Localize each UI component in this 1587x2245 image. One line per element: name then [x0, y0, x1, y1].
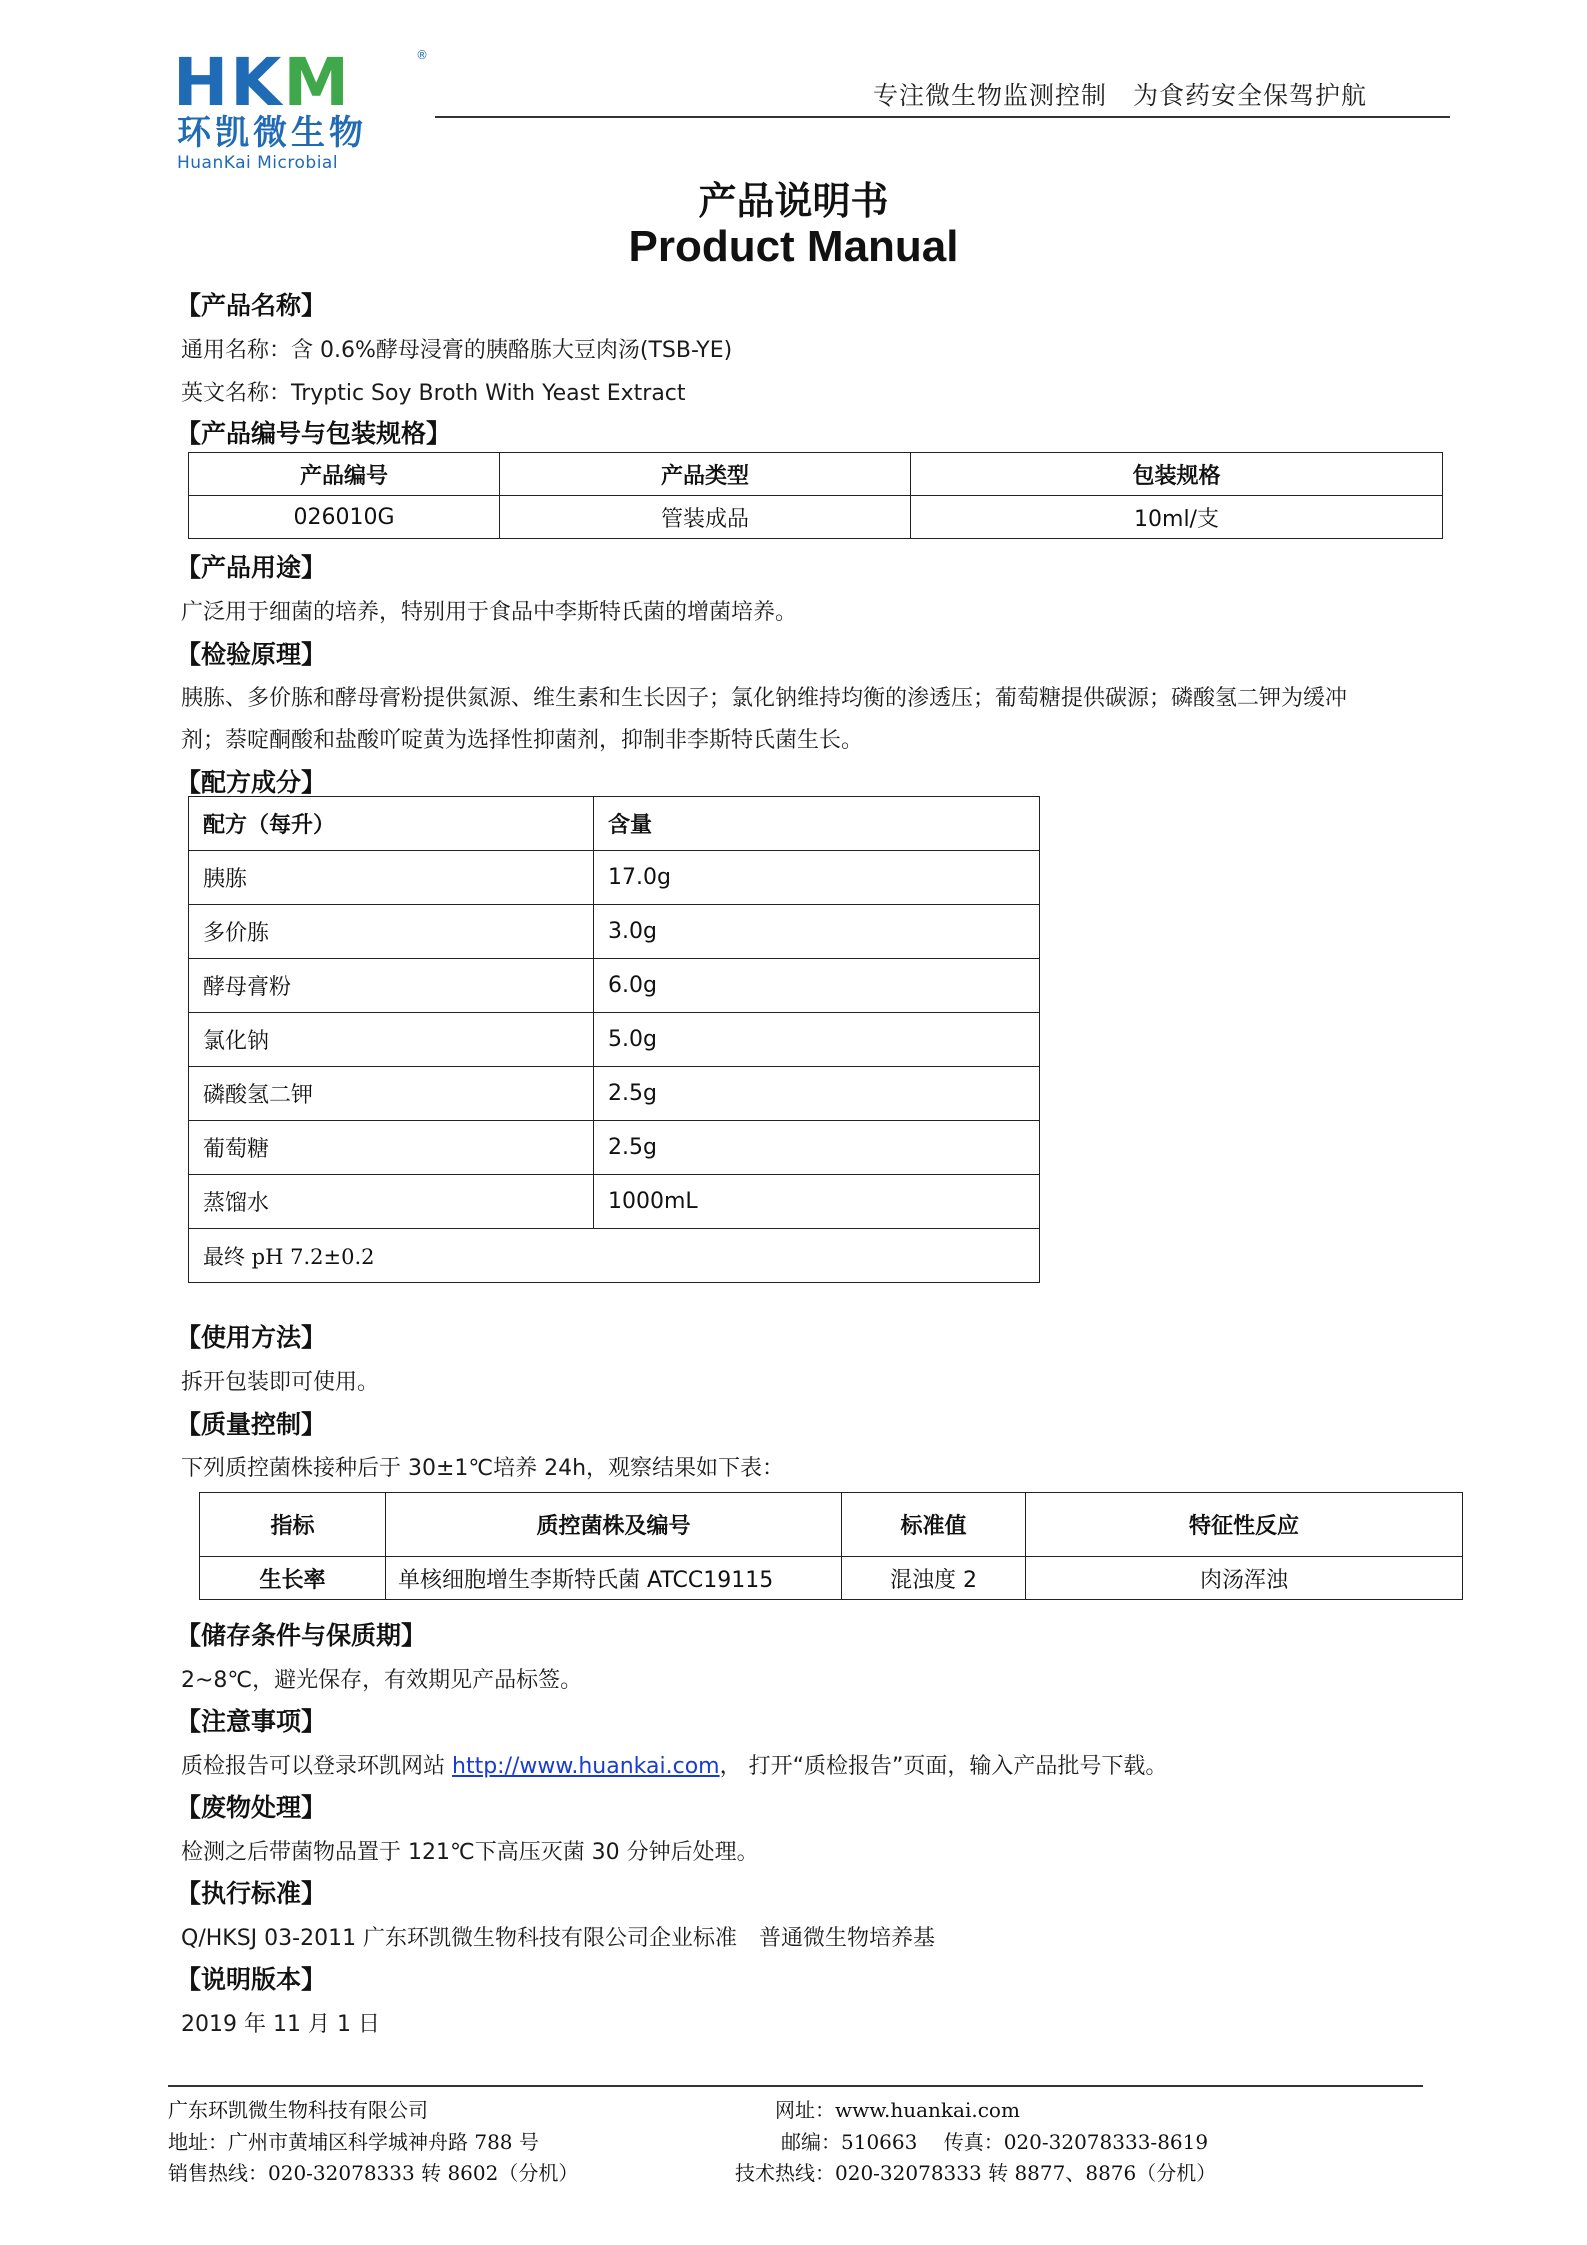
ingredient-amount: 2.5g — [594, 1067, 1040, 1121]
usage-text: 广泛用于细菌的培养，特别用于食品中李斯特氏菌的增菌培养。 — [181, 600, 798, 625]
page-title-cn: 产品说明书 — [698, 179, 889, 223]
ingredient-name: 葡萄糖 — [189, 1121, 594, 1175]
product-type: 管装成品 — [500, 496, 911, 539]
ingredient-amount: 6.0g — [594, 959, 1040, 1013]
ingredient-amount: 1000mL — [594, 1175, 1040, 1229]
method-text: 拆开包装即可使用。 — [181, 1370, 380, 1395]
header-divider — [435, 116, 1450, 118]
footer-address: 地址：广州市黄埔区科学城神舟路 788 号 — [168, 2130, 539, 2154]
table-header-cell: 配方（每升） — [189, 797, 594, 851]
ingredient-name: 胰胨 — [189, 851, 594, 905]
section-heading-product-name: 【产品名称】 — [176, 291, 327, 320]
storage-text: 2~8℃，避光保存，有效期见产品标签。 — [181, 1668, 583, 1693]
footer-postcode-fax: 邮编：510663 传真：020-32078333-8619 — [781, 2130, 1209, 2154]
qc-indicator: 生长率 — [200, 1557, 386, 1600]
table-header-cell: 指标 — [200, 1493, 386, 1557]
logo-mark: HKM — [173, 44, 352, 121]
table-row — [200, 1557, 1463, 1600]
table-header-cell: 特征性反应 — [1026, 1493, 1463, 1557]
disposal-text: 检测之后带菌物品置于 121℃下高压灭菌 30 分钟后处理。 — [181, 1840, 759, 1865]
principle-text-line-2: 剂；萘啶酮酸和盐酸吖啶黄为选择性抑菌剂，抑制非李斯特氏菌生长。 — [181, 728, 864, 753]
ingredient-name: 多价胨 — [189, 905, 594, 959]
table-header-cell: 标准值 — [842, 1493, 1026, 1557]
standard-text: Q/HKSJ 03-2011 广东环凯微生物科技有限公司企业标准 普通微生物培养基 — [181, 1926, 936, 1951]
footer-divider — [168, 2085, 1423, 2087]
table-row — [189, 1121, 1040, 1175]
table-row — [189, 905, 1040, 959]
table-header-cell: 质控菌株及编号 — [386, 1493, 842, 1557]
table-row — [189, 1175, 1040, 1229]
section-heading-formula: 【配方成分】 — [176, 768, 327, 797]
section-heading-usage: 【产品用途】 — [176, 553, 327, 582]
ingredient-amount: 3.0g — [594, 905, 1040, 959]
table-row — [189, 496, 1443, 539]
ingredient-amount: 17.0g — [594, 851, 1040, 905]
version-date: 2019 年 11 月 1 日 — [181, 2012, 380, 2037]
table-row — [189, 851, 1040, 905]
ingredient-name: 蒸馏水 — [189, 1175, 594, 1229]
notes-text: 质检报告可以登录环凯网站 http://www.huankai.com， 打开“质检报告”页面，输入产品批号下载。 — [181, 1754, 1168, 1779]
section-heading-notes: 【注意事项】 — [176, 1707, 327, 1736]
header-slogan: 专注微生物监测控制 为食药安全保驾护航 — [873, 81, 1368, 110]
section-heading-version: 【说明版本】 — [176, 1965, 327, 1994]
footer-website: 网址：www.huankai.com — [775, 2098, 1020, 2122]
ingredient-name: 氯化钠 — [189, 1013, 594, 1067]
section-heading-packaging: 【产品编号与包装规格】 — [176, 419, 452, 448]
logo-chinese-name: 环凯微生物 — [177, 113, 367, 153]
table-header-row — [200, 1493, 1463, 1557]
ingredient-amount: 2.5g — [594, 1121, 1040, 1175]
section-heading-standard: 【执行标准】 — [176, 1879, 327, 1908]
table-header-row — [189, 797, 1040, 851]
section-heading-disposal: 【废物处理】 — [176, 1793, 327, 1822]
ingredient-name: 磷酸氢二钾 — [189, 1067, 594, 1121]
quality-text: 下列质控菌株接种后于 30±1℃培养 24h，观察结果如下表： — [181, 1456, 785, 1481]
footer-sales-hotline: 销售热线：020-32078333 转 8602（分机） — [168, 2161, 579, 2185]
final-ph: 最终 pH 7.2±0.2 — [189, 1229, 1040, 1283]
section-heading-method: 【使用方法】 — [176, 1323, 327, 1352]
ingredient-name: 酵母膏粉 — [189, 959, 594, 1013]
page-title-en: Product Manual — [628, 222, 959, 271]
packaging-table — [188, 452, 1443, 539]
section-heading-storage: 【储存条件与保质期】 — [176, 1621, 427, 1650]
footer-tech-hotline: 技术热线：020-32078333 转 8877、8876（分机） — [735, 2161, 1217, 2185]
formula-table — [188, 796, 1040, 1283]
table-header-cell: 产品类型 — [500, 453, 911, 496]
table-row — [189, 1013, 1040, 1067]
principle-text-line-1: 胰胨、多价胨和酵母膏粉提供氮源、维生素和生长因子；氯化钠维持均衡的渗透压；葡萄糖提供碳源；磷酸氢二钾为缓冲 — [181, 686, 1348, 711]
table-header-cell: 含量 — [594, 797, 1040, 851]
table-header-row — [189, 453, 1443, 496]
section-heading-quality: 【质量控制】 — [176, 1410, 327, 1439]
logo-registered-mark: ® — [416, 48, 428, 62]
table-header-cell: 产品编号 — [189, 453, 500, 496]
product-code: 026010G — [189, 496, 500, 539]
section-heading-principle: 【检验原理】 — [176, 640, 327, 669]
qc-reaction: 肉汤浑浊 — [1026, 1557, 1463, 1600]
package-spec: 10ml/支 — [911, 496, 1443, 539]
table-row — [189, 1067, 1040, 1121]
footer-company: 广东环凯微生物科技有限公司 — [168, 2098, 428, 2122]
qc-standard: 混浊度 2 — [842, 1557, 1026, 1600]
table-header-cell: 包装规格 — [911, 453, 1443, 496]
qc-strain: 单核细胞增生李斯特氏菌 ATCC19115 — [386, 1557, 842, 1600]
table-row — [189, 959, 1040, 1013]
english-name: 英文名称：Tryptic Soy Broth With Yeast Extract — [181, 381, 686, 406]
common-name: 通用名称：含 0.6%酵母浸膏的胰酪胨大豆肉汤(TSB-YE) — [181, 338, 733, 363]
table-row — [189, 1229, 1040, 1283]
website-link[interactable]: http://www.huankai.com — [452, 1754, 720, 1779]
logo-english-name: HuanKai Microbial — [177, 153, 339, 173]
company-logo — [173, 44, 431, 173]
ingredient-amount: 5.0g — [594, 1013, 1040, 1067]
quality-control-table — [199, 1492, 1463, 1600]
